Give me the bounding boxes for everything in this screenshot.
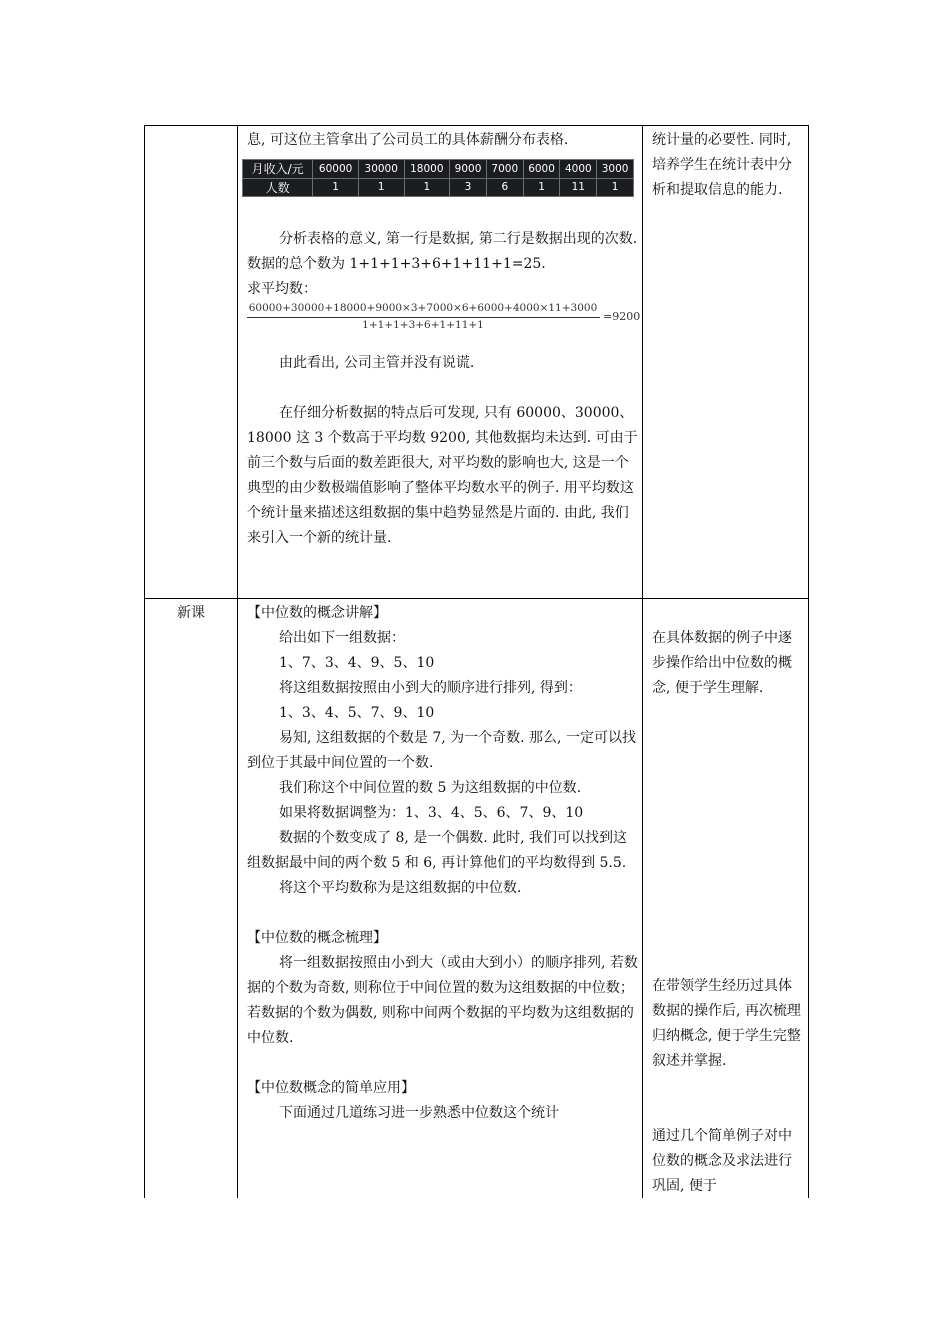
income-cell: 18000 xyxy=(404,160,450,179)
odd-count-text: 易知, 这组数据的个数是 7, 为一个奇数. 那么, 一定可以找到位于其最中间位置的一个数. xyxy=(247,730,636,771)
salary-distribution-table xyxy=(242,159,634,197)
income-cell: 9000 xyxy=(450,160,487,179)
income-cell: 3000 xyxy=(597,160,634,179)
formula-numerator: 60000+30000+18000+9000×3+7000×6+6000+4000×11+3000 xyxy=(248,302,598,314)
section-title: 【中位数的概念讲解】 xyxy=(247,605,387,621)
row2-note-1: 在具体数据的例子中逐步操作给出中位数的概念, 便于学生理解. xyxy=(652,630,792,696)
count-cell: 1 xyxy=(404,178,450,197)
sort-instruction: 将这组数据按照由小到大的顺序进行排列, 得到： xyxy=(279,680,582,696)
stage-label: 新课 xyxy=(177,605,205,621)
median-definition: 将一组数据按照由小到大（或由大到小）的顺序排列, 若数据的个数为奇数, 则称位于中间位置的数为这组数据的中位数；若数据的个数为偶数, 则称中间两个数据的平均数为这组数据的中位数. xyxy=(247,955,638,1046)
income-cell: 60000 xyxy=(313,160,359,179)
formula-result: =9200 xyxy=(603,310,641,323)
ask-mean: 求平均数： xyxy=(247,281,317,297)
new-lesson-content xyxy=(247,601,639,1126)
row1-note: 统计量的必要性. 同时, 培养学生在统计表中分析和提取信息的能力. xyxy=(652,132,792,198)
section-title: 【中位数概念的简单应用】 xyxy=(247,1080,415,1096)
income-cell: 30000 xyxy=(358,160,404,179)
spacer xyxy=(247,1051,639,1076)
income-cell: 7000 xyxy=(486,160,523,179)
spacer xyxy=(247,901,639,926)
analysis-paragraph: 分析表格的意义, 第一行是数据, 第二行是数据出现的次数. 数据的总个数为 1+1+1+3+6+1+11+1=25. xyxy=(247,231,638,272)
count-cell: 1 xyxy=(313,178,359,197)
row2-note-2: 在带领学生经历过具体数据的操作后, 再次梳理归纳概念, 便于学生完整叙述并掌握. xyxy=(652,978,801,1069)
count-cell: 3 xyxy=(450,178,487,197)
lesson-plan-table xyxy=(144,125,809,1198)
income-cell: 4000 xyxy=(560,160,597,179)
formula-denominator: 1+1+1+3+6+1+11+1 xyxy=(362,319,484,331)
count-cell: 6 xyxy=(486,178,523,197)
given-text: 给出如下一组数据： xyxy=(279,630,405,646)
adjusted-data: 如果将数据调整为：1、3、4、5、6、7、9、10 xyxy=(279,805,584,821)
intro-line: 息, 可这位主管拿出了公司员工的具体薪酬分布表格. xyxy=(247,132,569,148)
count-cell: 1 xyxy=(358,178,404,197)
income-header: 月收入/元 xyxy=(243,160,313,179)
income-cell: 6000 xyxy=(523,160,560,179)
section-title: 【中位数的概念梳理】 xyxy=(247,930,387,946)
fraction-bar xyxy=(247,317,600,318)
count-header: 人数 xyxy=(243,178,313,197)
median-definition-even: 将这个平均数称为是这组数据的中位数. xyxy=(279,880,522,896)
median-definition-odd: 我们称这个中间位置的数 5 为这组数据的中位数. xyxy=(279,780,582,796)
practice-text: 下面通过几道练习进一步熟悉中位数这个统计 xyxy=(279,1105,559,1121)
count-cell: 1 xyxy=(523,178,560,197)
data-list: 1、7、3、4、9、5、10 xyxy=(279,655,435,671)
sorted-data-list: 1、3、4、5、7、9、10 xyxy=(279,705,435,721)
deep-analysis-paragraph: 在仔细分析数据的特点后可发现, 只有 60000、30000、18000 这 3 个数高于平均数 9200, 其他数据均未达到. 可由于前三个数与后面的数差距很大, 对平均数的影响也大, 这是一个典型的由少数极端值影响了整体平均数水平的例子. 用平均数这个统计量来描述这组数据的集中趋势显然是片面的. 由此, 我们来引入一个新的统计量. xyxy=(247,405,638,546)
conclusion: 由此看出, 公司主管并没有说谎. xyxy=(279,355,475,371)
count-cell: 11 xyxy=(560,178,597,197)
even-count-text: 数据的个数变成了 8, 是一个偶数. 此时, 我们可以找到这组数据最中间的两个数 5 和 6, 再计算他们的平均数得到 5.5. xyxy=(247,830,628,871)
count-cell: 1 xyxy=(597,178,634,197)
row2-note-3: 通过几个简单例子对中位数的概念及求法进行巩固, 便于 xyxy=(652,1128,792,1194)
